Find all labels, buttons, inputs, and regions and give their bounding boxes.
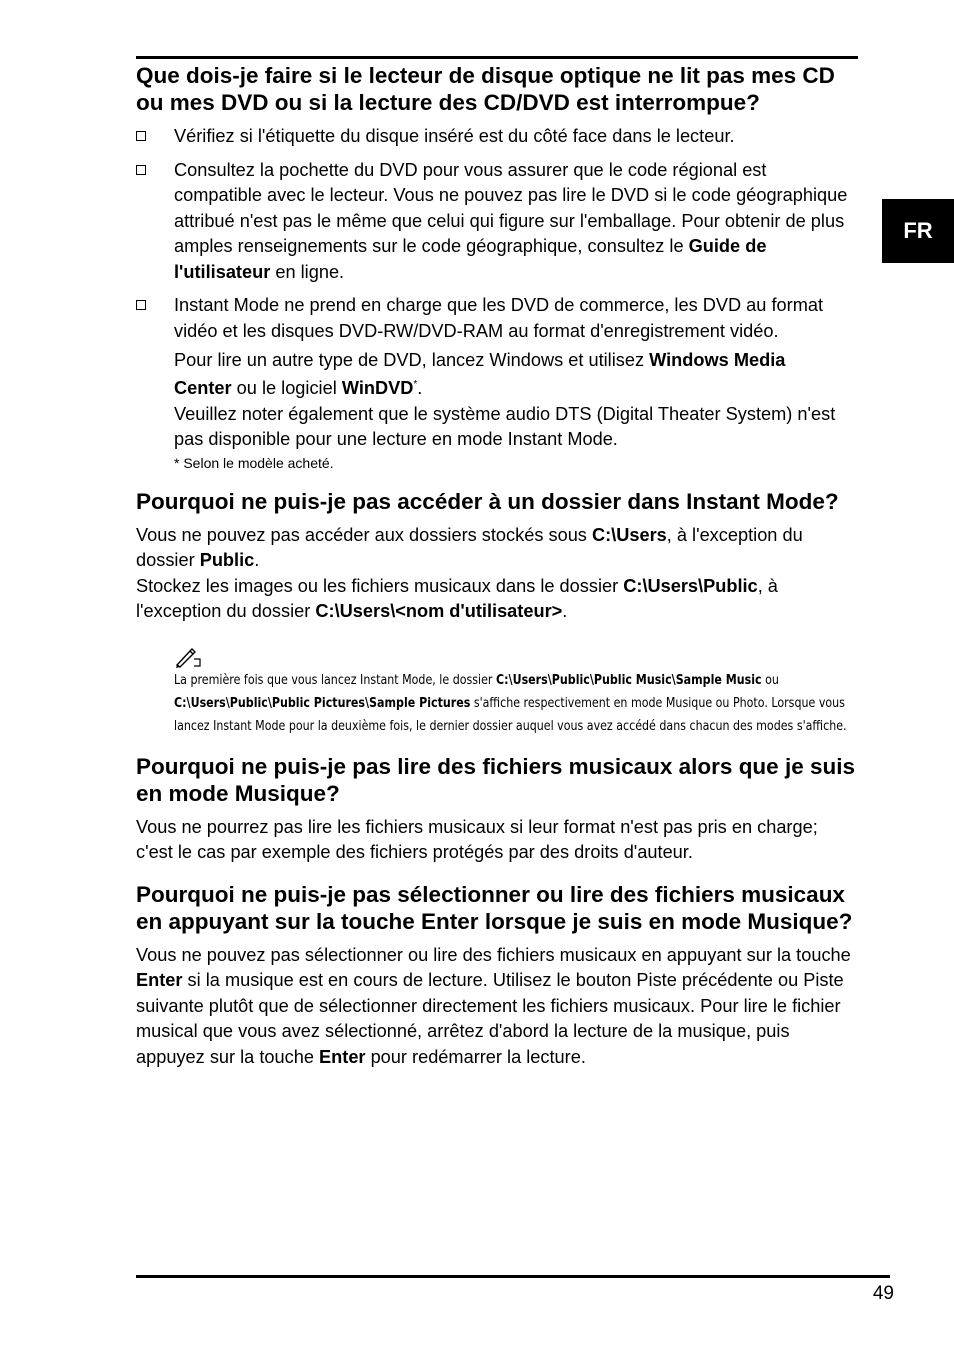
page-number: 49 (872, 1283, 894, 1304)
list-item-text: Veuillez noter également que le système audio DTS (Digital Theater System) n'est pas disponible pour une lecture en mode Instant Mode. (174, 403, 836, 449)
guide-reference: Guide de l'utilisateur (174, 236, 767, 282)
top-rule (136, 56, 858, 59)
list-item (136, 124, 856, 150)
section-title-folder-access: Pourquoi ne puis-je pas accéder à un dossier dans Instant Mode? (136, 488, 839, 514)
section-title-music-play: Pourquoi ne puis-je pas lire des fichiers musicaux alors que je suis en mode Musique? (136, 753, 855, 806)
software-name: Center (174, 378, 232, 398)
list-item (136, 293, 856, 473)
section-enter-key (136, 881, 856, 1071)
list-item-text: Consultez la pochette du DVD pour vous assurer que le code régional est compatible avec le lecteur. Vous ne pouvez pas lire le DVD si le code géographique attribué n'est pas le même que celui qui figure sur l'emballage. Pour obtenir de plus amples renseignements sur le code géographique, consultez le (174, 159, 848, 256)
page-content (136, 62, 856, 1070)
note-pencil-icon (174, 647, 204, 669)
paragraph: Stockez les images ou les fichiers musicaux dans le dossier C:\Users\Public, à l'exception du dossier C:\Users\<nom d'utilisateur>. (136, 575, 778, 621)
footnote: * Selon le modèle acheté. (174, 454, 334, 471)
section-title-enter-key: Pourquoi ne puis-je pas sélectionner ou lire des fichiers musicaux en appuyant sur la touche Enter lorsque je suis en mode Musique? (136, 881, 853, 934)
note-text: La première fois que vous lancez Instant Mode, le dossier C:\Users\Public\Public Music\Sample Music ou C:\Users\Public\Public Pictures\Sample Pictures s'affiche respectivement en mode Musique ou Photo. Lorsque vous lancez Instant Mode pour la deuxième fois, le dernier dossier auquel vous avez accédé dans chacun des modes s'affiche. (174, 671, 847, 734)
software-name: WinDVD (341, 378, 414, 398)
section-music-play (136, 753, 856, 866)
bottom-rule (136, 1275, 890, 1278)
note-box (174, 647, 856, 738)
checkbox-bullet-icon (136, 300, 146, 310)
list-item (136, 158, 856, 286)
list-item-text: Vérifiez si l'étiquette du disque inséré est du côté face dans le lecteur. (174, 126, 735, 146)
paragraph: Vous ne pouvez pas sélectionner ou lire des fichiers musicaux en appuyant sur la touche Enter si la musique est en cours de lecture. Utilisez le bouton Piste précédente ou Piste suivante plutôt que de sélectionner directement les fichiers musicaux. Pour lire le fichier musical que vous avez sélectionné, arrêtez d'abord la lecture de la musique, puis appuyez sur la touche Enter pour redémarrer la lecture. (136, 944, 851, 1067)
language-tab: FR (882, 199, 954, 263)
paragraph: Vous ne pouvez pas accéder aux dossiers stockés sous C:\Users, à l'exception du dossier Public. (136, 524, 803, 570)
footnote-marker: * (413, 378, 418, 390)
section-folder-access (136, 488, 856, 738)
software-name: Windows Media (649, 350, 786, 370)
list-item-text: en ligne. (270, 261, 345, 282)
checklist (136, 124, 856, 473)
list-item-text: Center ou le logiciel WinDVD*. (174, 378, 423, 398)
checkbox-bullet-icon (136, 131, 146, 141)
section-title-optical-disc: Que dois-je faire si le lecteur de disque optique ne lit pas mes CD ou mes DVD ou si la lecture des CD/DVD est interrompue? (136, 63, 835, 115)
checkbox-bullet-icon (136, 165, 146, 175)
paragraph: Vous ne pourrez pas lire les fichiers musicaux si leur format n'est pas pris en charge; c'est le cas par exemple des fichiers protégés par des droits d'auteur. (136, 816, 818, 862)
list-item-text: Instant Mode ne prend en charge que les DVD de commerce, les DVD au format vidéo et les disques DVD-RW/DVD-RAM au format d'enregistrement vidéo. (174, 295, 824, 341)
list-item-text: Pour lire un autre type de DVD, lancez Windows et utilisez Windows Media (174, 350, 786, 370)
